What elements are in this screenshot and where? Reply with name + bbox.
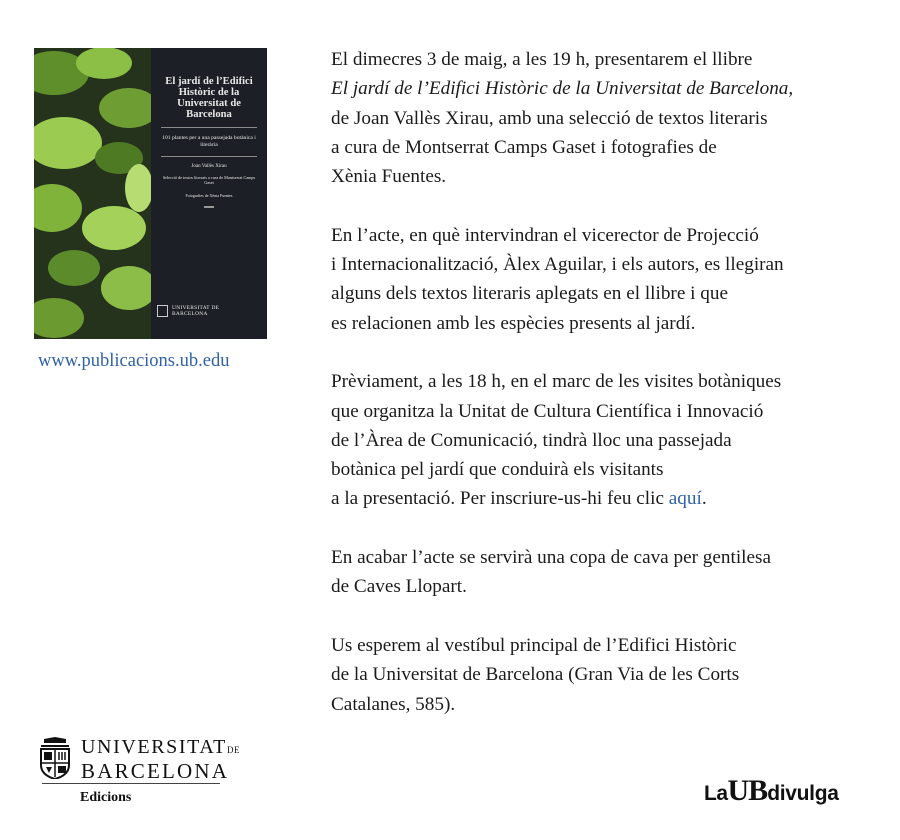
cover-photos-credit: Fotografies de Xènia Fuentes bbox=[185, 193, 233, 199]
cover-ub-logo bbox=[157, 305, 219, 317]
ub-word-de: DE bbox=[227, 745, 240, 755]
cover-divider bbox=[161, 156, 257, 157]
text-line: es relacionen amb les espècies presents al jardí. bbox=[331, 312, 696, 334]
laub-divulga: divulga bbox=[767, 782, 839, 805]
paragraph-location bbox=[331, 631, 871, 719]
ub-wordmark bbox=[81, 737, 240, 782]
text-signup: a la presentació. Per inscriure-us-hi feu clic bbox=[331, 488, 669, 510]
cover-logo-line2: BARCELONA bbox=[172, 311, 208, 317]
text-period: . bbox=[701, 488, 707, 510]
text-line: de l’Àrea de Comunicació, tindrà lloc una passejada bbox=[331, 429, 732, 451]
laub-ub: UB bbox=[727, 774, 768, 807]
cover-title: El jardí de l’Edifici Històric de la Universitat de Barcelona bbox=[165, 76, 253, 120]
text-line: botànica pel jardí que conduirà els visitants bbox=[331, 459, 664, 481]
text-line: de Joan Vallès Xirau, amb una selecció de textos literaris bbox=[331, 107, 768, 129]
book-cover-image[interactable] bbox=[34, 48, 267, 339]
paragraph-speakers bbox=[331, 221, 871, 338]
cover-publisher-mark bbox=[204, 206, 214, 208]
paragraph-botanical-walk bbox=[331, 367, 871, 513]
cover-subtitle: 101 plantes per a una passejada botànica i literària bbox=[162, 135, 256, 148]
book-title: El jardí de l’Edifici Històric de la Universitat de Barcelona bbox=[331, 78, 789, 100]
text-line: En acabar l’acte se servirà una copa de cava per gentilesa bbox=[331, 547, 771, 569]
ub-edicions-label: Edicions bbox=[80, 790, 132, 805]
text-line: El dimecres 3 de maig, a les 19 h, presentarem el llibre bbox=[331, 49, 753, 70]
ub-wordmark-line2: BARCELONA bbox=[81, 759, 230, 783]
cover-author: Joan Vallès Xirau bbox=[191, 164, 227, 169]
cover-selection: Selecció de textos literaris a cura de Montserrat Camps Gaset bbox=[162, 175, 256, 186]
text-line: a cura de Montserrat Camps Gaset i fotografies de bbox=[331, 136, 717, 158]
paragraph-cava bbox=[331, 543, 871, 602]
cover-divider bbox=[161, 127, 257, 128]
text-line: Prèviament, a les 18 h, en el marc de les visites botàniques bbox=[331, 371, 782, 393]
text-line bbox=[331, 484, 871, 513]
ub-wordmark-line1 bbox=[81, 737, 240, 760]
cover-text-panel bbox=[151, 48, 267, 339]
text-line: Us esperem al vestíbul principal de l’Edifici Històric bbox=[331, 634, 737, 656]
text-line: Catalanes, 585). bbox=[331, 693, 456, 715]
ub-word-universitat: UNIVERSITAT bbox=[81, 736, 227, 758]
text-comma: , bbox=[788, 78, 794, 100]
text-line: alguns dels textos literaris aplegats en el llibre i que bbox=[331, 283, 728, 305]
text-line bbox=[331, 74, 871, 103]
ub-logo-divider bbox=[42, 783, 220, 784]
text-line: de Caves Llopart. bbox=[331, 576, 467, 598]
signup-link[interactable]: aquí bbox=[668, 488, 702, 510]
text-line: i Internacionalització, Àlex Aguilar, i els autors, es llegiran bbox=[331, 254, 784, 276]
text-line: de la Universitat de Barcelona (Gran Via de les Corts bbox=[331, 664, 740, 686]
cover-shield-icon bbox=[157, 305, 168, 317]
ub-shield-icon bbox=[38, 737, 72, 779]
laub-divulga-logo[interactable] bbox=[704, 774, 839, 808]
text-line: Xènia Fuentes. bbox=[331, 166, 447, 188]
cover-logo-line1: UNIVERSITAT DE bbox=[172, 305, 220, 311]
paragraph-presentation bbox=[331, 45, 871, 191]
text-line: En l’acte, en què intervindran el vicerector de Projecció bbox=[331, 224, 759, 246]
text-line: que organitza la Unitat de Cultura Científica i Innovació bbox=[331, 400, 764, 422]
website-link[interactable]: www.publicacions.ub.edu bbox=[38, 351, 230, 371]
laub-la: La bbox=[704, 782, 728, 805]
ub-logo[interactable] bbox=[38, 737, 240, 782]
announcement-text bbox=[331, 45, 871, 748]
